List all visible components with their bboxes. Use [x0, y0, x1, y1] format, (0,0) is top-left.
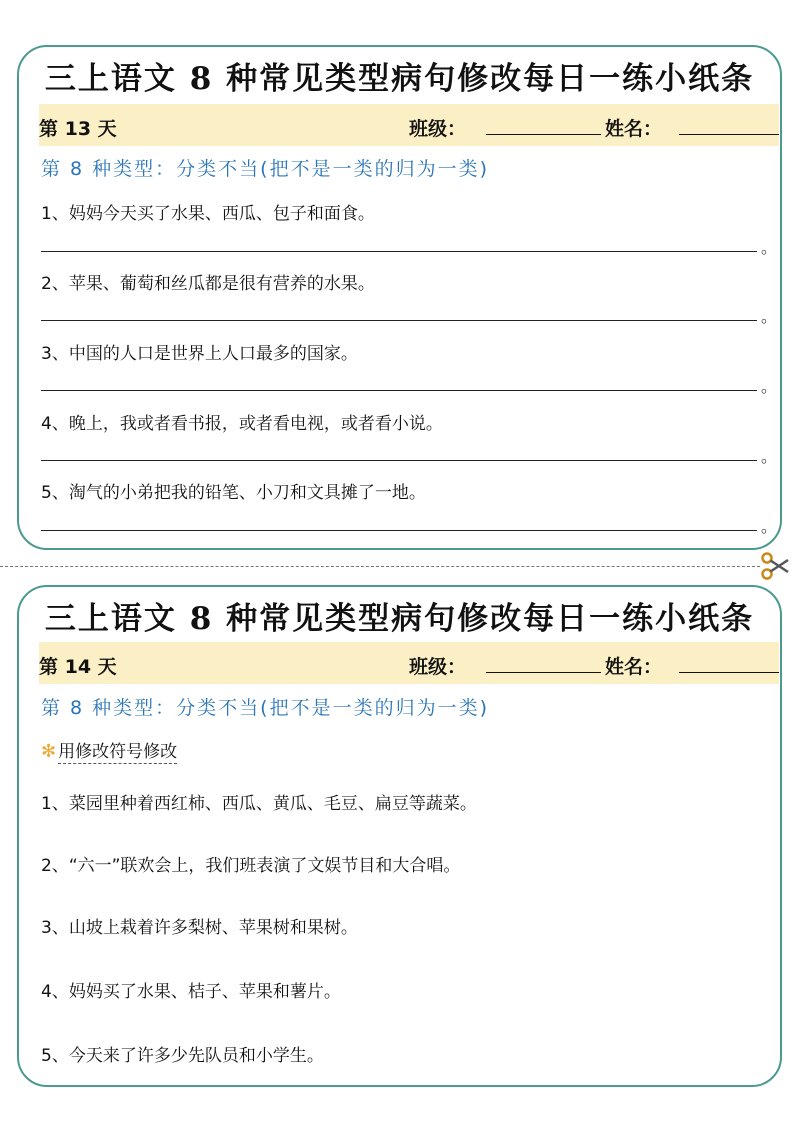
day-label: 第 14 天 — [39, 656, 117, 678]
day-info-band — [39, 104, 779, 146]
question-item: 1、妈妈今天买了水果、西瓜、包子和面食。 — [41, 204, 375, 224]
line-period: 。 — [761, 447, 778, 466]
question-item: 2、“六一”联欢会上，我们班表演了文娱节目和大合唱。 — [41, 856, 461, 876]
day-label: 第 13 天 — [39, 118, 117, 140]
class-field[interactable] — [486, 672, 601, 673]
question-item: 1、菜园里种着西红柿、西瓜、黄瓜、毛豆、扁豆等蔬菜。 — [41, 794, 477, 814]
worksheet-title: 三上语文 8 种常见类型病句修改每日一练小纸条 — [44, 61, 755, 97]
instruction-text: 用修改符号修改 — [58, 742, 178, 762]
line-period: 。 — [761, 377, 778, 396]
answer-line[interactable] — [41, 320, 757, 321]
question-item: 4、妈妈买了水果、桔子、苹果和薯片。 — [41, 982, 341, 1002]
name-label: 姓名： — [605, 118, 663, 140]
instruction — [41, 737, 177, 762]
line-period: 。 — [761, 517, 778, 536]
name-label: 姓名： — [605, 656, 663, 678]
answer-line[interactable] — [41, 460, 757, 461]
day-info-band — [39, 642, 779, 684]
line-period: 。 — [761, 238, 778, 257]
worksheet-day-14 — [17, 585, 782, 1087]
type-heading: 第 8 种类型：分类不当(把不是一类的归为一类) — [41, 697, 489, 719]
name-field[interactable] — [679, 134, 779, 135]
worksheet-day-13 — [17, 45, 782, 550]
cut-line — [0, 566, 760, 567]
answer-line[interactable] — [41, 390, 757, 391]
class-label: 班级： — [409, 118, 467, 140]
question-item: 4、晚上，我或者看书报，或者看电视，或者看小说。 — [41, 414, 443, 434]
answer-line[interactable] — [41, 251, 757, 252]
question-item: 3、中国的人口是世界上人口最多的国家。 — [41, 344, 358, 364]
name-field[interactable] — [679, 672, 779, 673]
asterisk-icon: ✻ — [41, 741, 57, 762]
question-item: 5、今天来了许多少先队员和小学生。 — [41, 1046, 324, 1066]
question-item: 5、淘气的小弟把我的铅笔、小刀和文具摊了一地。 — [41, 483, 426, 503]
question-item: 2、苹果、葡萄和丝瓜都是很有营养的水果。 — [41, 274, 375, 294]
answer-line[interactable] — [41, 530, 757, 531]
worksheet-title: 三上语文 8 种常见类型病句修改每日一练小纸条 — [44, 601, 755, 637]
class-field[interactable] — [486, 134, 601, 135]
type-heading: 第 8 种类型：分类不当(把不是一类的归为一类) — [41, 158, 489, 180]
question-item: 3、山坡上栽着许多梨树、苹果树和果树。 — [41, 918, 358, 938]
scissors-icon — [760, 552, 790, 584]
line-period: 。 — [761, 307, 778, 326]
class-label: 班级： — [409, 656, 467, 678]
